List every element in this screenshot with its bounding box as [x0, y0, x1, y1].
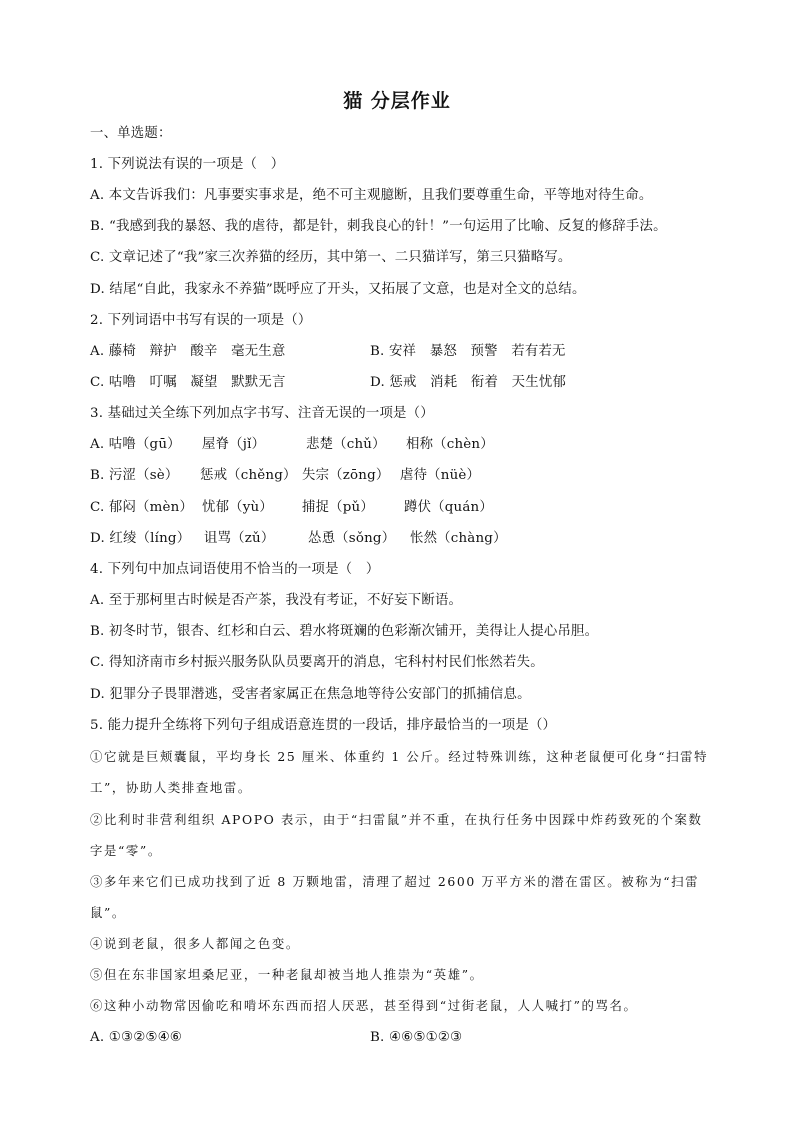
option-c-word-2: 忧郁（yù） — [202, 500, 273, 515]
sentence-1-line-2: 工”，协助人类排查地雷。 — [90, 780, 252, 795]
sentence-5: ⑤但在东非国家坦桑尼亚，一种老鼠却被当地人推崇为“英雄”。 — [90, 967, 484, 982]
option-b-word-3: 失宗（zōng） — [302, 468, 390, 483]
option-d-word-4: 怅然（chàng） — [410, 531, 507, 546]
sentence-4: ④说到老鼠，很多人都闻之色变。 — [90, 936, 300, 951]
option-d-word-2: 诅骂（zǔ） — [204, 531, 275, 546]
question-3-option-a — [90, 436, 494, 454]
question-2-option-b: B. 安祥 暴怒 预警 若有若无 — [370, 344, 566, 359]
question-1-stem: 1. 下列说法有误的一项是（ ） — [90, 157, 285, 172]
question-5-option-a: A. ①③②⑤④⑥ — [90, 1030, 183, 1045]
option-c-word-1: C. 郁闷（mèn） — [90, 500, 194, 515]
option-a-word-1: A. 咕噜（gū） — [90, 437, 181, 452]
section-heading: 一、单选题： — [90, 126, 172, 141]
question-1-option-c: C. 文章记述了“我”家三次养猫的经历，其中第一、二只猫详写，第三只猫略写。 — [90, 250, 572, 265]
option-a-word-4: 相称（chèn） — [406, 437, 494, 452]
question-3-option-b — [90, 467, 480, 485]
option-a-word-3: 悲楚（chǔ） — [306, 437, 386, 452]
question-2-option-d: D. 惩戒 消耗 衔着 天生忧郁 — [370, 375, 567, 390]
option-d-word-3: 怂恿（sǒng） — [308, 531, 396, 546]
question-2-stem: 2. 下列词语中书写有误的一项是（） — [90, 313, 312, 328]
question-1-option-a: A. 本文告诉我们：凡事要实事求是，绝不可主观臆断，且我们要尊重生命，平等地对待生命。 — [90, 188, 653, 203]
sentence-2-line-2: 字是“零”。 — [90, 843, 162, 858]
question-3-option-d — [90, 530, 507, 548]
sentence-6: ⑥这种小动物常因偷吃和啃坏东西而招人厌恶，甚至得到“过街老鼠，人人喊打”的骂名。 — [90, 998, 638, 1013]
question-3-stem: 3. 基础过关全练下列加点字书写、注音无误的一项是（） — [90, 406, 434, 421]
option-b-word-2: 惩戒（chěng） — [200, 468, 297, 483]
page-title: 猫 分层作业 — [343, 90, 451, 112]
question-4-stem: 4. 下列句中加点词语使用不恰当的一项是（ ） — [90, 562, 380, 577]
question-1-option-d: D. 结尾“自此，我家永不养猫”既呼应了开头，又拓展了文意，也是对全文的总结。 — [90, 282, 586, 297]
question-4-option-d: D. 犯罪分子畏罪潜逃，受害者家属正在焦急地等待公安部门的抓捕信息。 — [90, 687, 531, 702]
sentence-3-line-1: ③多年来它们已成功找到了近 8 万颗地雷，清理了超过 2600 万平方米的潜在雷区。被称为“扫雷 — [90, 874, 700, 889]
question-3-option-c — [90, 499, 493, 517]
question-2-option-a: A. 藤椅 辩护 酸辛 毫无生意 — [90, 344, 286, 359]
option-d-word-1: D. 红绫（líng） — [90, 531, 191, 546]
sentence-2-line-1: ②比利时非营利组织 APOPO 表示，由于“扫雷鼠”并不重，在执行任务中因踩中炸药致死的个案数 — [90, 812, 703, 827]
question-2-option-c: C. 咕噜 叮嘱 凝望 默默无言 — [90, 375, 286, 390]
option-c-word-4: 蹲伏（quán） — [404, 500, 493, 515]
sentence-3-line-2: 鼠”。 — [90, 905, 126, 920]
option-c-word-3: 捕捉（pǔ） — [302, 500, 374, 515]
question-4-option-c: C. 得知济南市乡村振兴服务队队员要离开的消息，宅科村村民们怅然若失。 — [90, 655, 544, 670]
question-1-option-b: B. “我感到我的暴怒、我的虐待，都是针，刺我良心的针！”一句运用了比喻、反复的修辞手法。 — [90, 219, 667, 234]
option-b-word-1: B. 污涩（sè） — [90, 468, 179, 483]
option-a-word-2: 屋脊（jǐ） — [202, 437, 266, 452]
question-4-option-a: A. 至于那柯里古时候是否产茶，我没有考证，不好妄下断语。 — [90, 593, 463, 608]
question-5-stem: 5. 能力提升全练将下列句子组成语意连贯的一段话，排序最恰当的一项是（） — [90, 718, 557, 733]
option-b-word-4: 虐待（nüè） — [400, 468, 481, 483]
sentence-1-line-1: ①它就是巨颊囊鼠，平均身长 25 厘米、体重约 1 公斤。经过特殊训练，这种老鼠便可化身“扫雷特 — [90, 749, 709, 764]
question-5-option-b: B. ④⑥⑤①②③ — [370, 1030, 463, 1045]
question-4-option-b: B. 初冬时节，银杏、红杉和白云、碧水将斑斓的色彩渐次铺开，美得让人提心吊胆。 — [90, 624, 599, 639]
